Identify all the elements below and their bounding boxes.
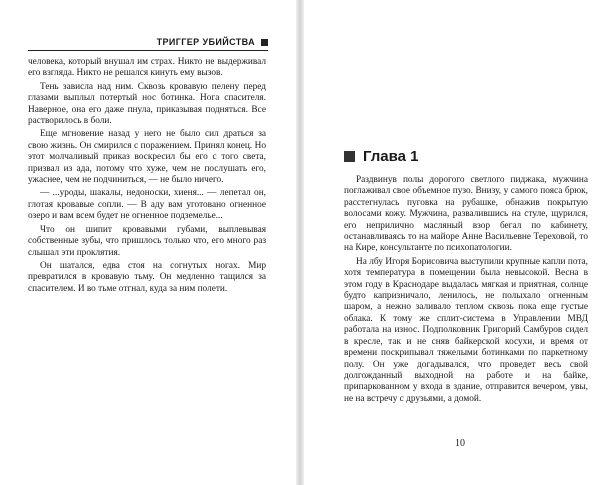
square-marker-icon xyxy=(261,39,268,46)
paragraph: человека, который внушал им страх. Никто не выдерживал его взгляда. Никто не решался кинуть ему вызов. xyxy=(28,57,266,79)
paragraph: Что он шипит кровавыми губами, выплевывая собственные зубы, что пришлось только что, его много раз слышал эти проклятия. xyxy=(28,224,266,258)
paragraph: — ...уроды, шакалы, недоноски, хиеня... — лепетал он, глотая кровавые сопли. — В аду вам уготовано огненное озеро и вам всем будет не огненное подземелье... xyxy=(28,188,266,222)
chapter-heading xyxy=(344,148,419,165)
paragraph: На лбу Игоря Борисовича выступили крупные капли пота, хотя температура в помещении была невысокой. Весна в этом году в Краснодаре выдалась мягкая и приятная, солнце будто капризничало, ленилось, не полыхало огненным шаром, а нежно заливало теплом сквозь пока еще густые облака. К тому же сплит-система в Управлении МВД работала на износ. Подполковник Григорий Самбуров сидел в кресле, так и не сняв байкерской косухи, и время от времени поскрипывал тяжелыми ботинками по паркетному полу. Он уже догадывался, что проведет весь свой долгожданный выходной на работе и на байке, припаркованном у входа в здание, отправится вечером, увы, не на встречу с друзьями, а домой. xyxy=(344,256,588,404)
paragraph: Еще мгновение назад у него не было сил драться за свою жизнь. Он смирился с поражением. Принял конец. Но этот молчаливый приказ воскресил бы его с того света, призвал из ада, потому что хуже, чем не послушать его, ужаснее, чем не подчиниться, — не было ничего. xyxy=(28,129,266,186)
page-number: 10 xyxy=(455,438,465,449)
paragraph: Раздвинув полы дорогого светлого пиджака, мужчина поглаживал свое объемное пузо. Внизу, у самого пояса брюк, расстегнулась пуговка на рубашке, обнажив покрытую волосами кожу. Мужчина, развалившись на стуле, щурился, его неприлично масляный взор бегал по кабинету, останавливаясь то на майоре Анне Васильевне Тереховой, то на Кире, консультанте по психопатологии. xyxy=(344,175,588,254)
book-spine-shadow xyxy=(296,0,304,485)
chapter-square-icon xyxy=(344,151,355,162)
running-head xyxy=(28,34,268,51)
paragraph: Тень зависла над ним. Сквозь кровавую пелену перед глазами выплыл потертый нос ботинка. Нога спасителя. Наверное, она его даже пнула, приказывая подняться. Все растворилось в боли. xyxy=(28,81,266,127)
left-page-text xyxy=(28,57,266,295)
paragraph: Он шатался, едва стоя на согнутых ногах. Мир превратился в кровавую тьму. Он медленно тащился за спасителем. И во тьме отгнал, куда за ним полети. xyxy=(28,260,266,294)
running-head-text: ТРИГГЕР УБИЙСТВА xyxy=(156,37,255,47)
right-page-text xyxy=(344,175,588,405)
chapter-title: Глава 1 xyxy=(363,148,419,165)
